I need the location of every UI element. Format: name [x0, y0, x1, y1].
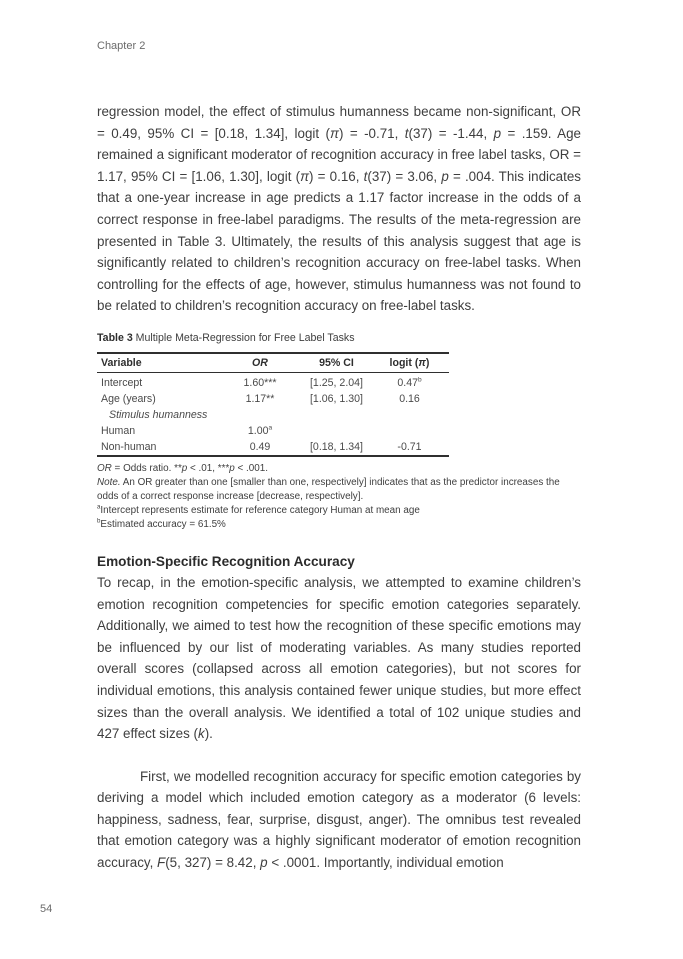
table-cell: Stimulus humanness: [109, 408, 208, 421]
paragraph-free-label-results: regression model, the effect of stimulus humanness became non-significant, OR = 0.49, 95% CI = [0.18, 1.34], logit (π) = -0.71, t(37) = -1.44, p = .159. Age remained a significant moderator of recognition accuracy in free label tasks, OR = 1.17, 95% CI = [1.06, 1.30], logit (π) = 0.16, t(37) = 3.06, p = .004. This indicates that a one-year increase in age predicts a 1.17 factor increase in the odds of a correct response in free-label paradigms. The results of the meta-regression are presented in Table 3. Ultimately, the results of this analysis suggest that age is significantly related to children’s recognition accuracy on free-label tasks. When controlling for the effects of age, however, stimulus humanness was not found to be related to children’s recognition accuracy on free-label tasks.: [97, 104, 581, 314]
meta-regression-table: [97, 352, 449, 457]
table-cell: 1.60***: [243, 376, 277, 389]
table-row: [97, 372, 449, 391]
table-cell: [303, 423, 370, 439]
table-row: [97, 423, 449, 439]
table-cell: [0.18, 1.34]: [309, 440, 363, 453]
column-header: OR: [217, 353, 303, 373]
table-cell: Non-human: [101, 440, 157, 453]
table-cell: 0.16: [399, 392, 420, 405]
table-cell: [217, 407, 303, 423]
table-cell: [303, 407, 370, 423]
table-note-b: $^b$Estimated accuracy = 61.5%: [97, 517, 226, 530]
table-cell: 0.47$^b$: [397, 376, 422, 389]
section-heading: Emotion-Specific Recognition Accuracy: [97, 553, 355, 569]
table-cell: Human: [101, 424, 136, 437]
table-cell: [370, 423, 449, 439]
page-content: [97, 39, 581, 874]
table-cell: 0.49: [249, 440, 271, 453]
table-row: [97, 407, 449, 423]
chapter-header: Chapter 2: [97, 40, 146, 52]
page-number: 54: [40, 903, 53, 915]
table-caption-text: Multiple Meta-Regression for Free Label Tasks: [132, 331, 355, 344]
table-note-a: $^a$Intercept represents estimate for reference category Human at mean age: [97, 503, 420, 516]
table-body: [97, 372, 449, 456]
table-header-row: [97, 353, 449, 373]
paragraph-emotion-category-model: First, we modelled recognition accuracy for specific emotion categories by deriving a model which included emotion category as a moderator (6 levels: happiness, sadness, fear, surprise, disgust, anger). The omnibus test revealed that emotion category was a highly significant moderator of emotion recognition accuracy, F(5, 327) = 8.42, p < .0001. Importantly, individual emotion: [97, 768, 581, 871]
table-row: [97, 439, 449, 456]
column-header: Variable: [97, 353, 217, 373]
table-note-general: Note. An OR greater than one [smaller than one, respectively] indicates that as the predictor increases the odds of a correct response increase [decrease, respectively].: [97, 476, 560, 502]
column-header: logit (π): [370, 353, 449, 373]
table-cell: Age (years): [101, 392, 156, 405]
table-cell: [1.25, 2.04]: [309, 376, 363, 389]
table-cell: Intercept: [101, 376, 143, 389]
table-caption-label: Table 3: [97, 331, 133, 344]
column-header: 95% CI: [303, 353, 370, 373]
paragraph-emotion-specific-intro: To recap, in the emotion-specific analysis, we attempted to examine children’s emotion recognition competencies for specific emotion categories separately. Additionally, we aimed to test how the recognition of these specific emotions may be influenced by our list of moderating variables. As many studies reported overall scores (collapsed across all emotion categories), but not scores for individual emotions, this analysis contained fewer unique studies, but more effect sizes than the overall analysis. We identified a total of 102 unique studies and 427 effect sizes (k).: [97, 574, 581, 742]
table-cell: -0.71: [397, 440, 422, 453]
table-row: [97, 391, 449, 407]
table-cell: 1.17**: [245, 392, 275, 405]
table-cell: 1.00$^a$: [247, 424, 273, 437]
table-caption: [97, 331, 581, 345]
table-cell: [1.06, 1.30]: [309, 392, 363, 405]
table-notes: [97, 462, 581, 532]
table-note-significance: OR = Odds ratio. **p < .01, ***p < .001.: [97, 462, 269, 474]
table-cell: [370, 407, 449, 423]
